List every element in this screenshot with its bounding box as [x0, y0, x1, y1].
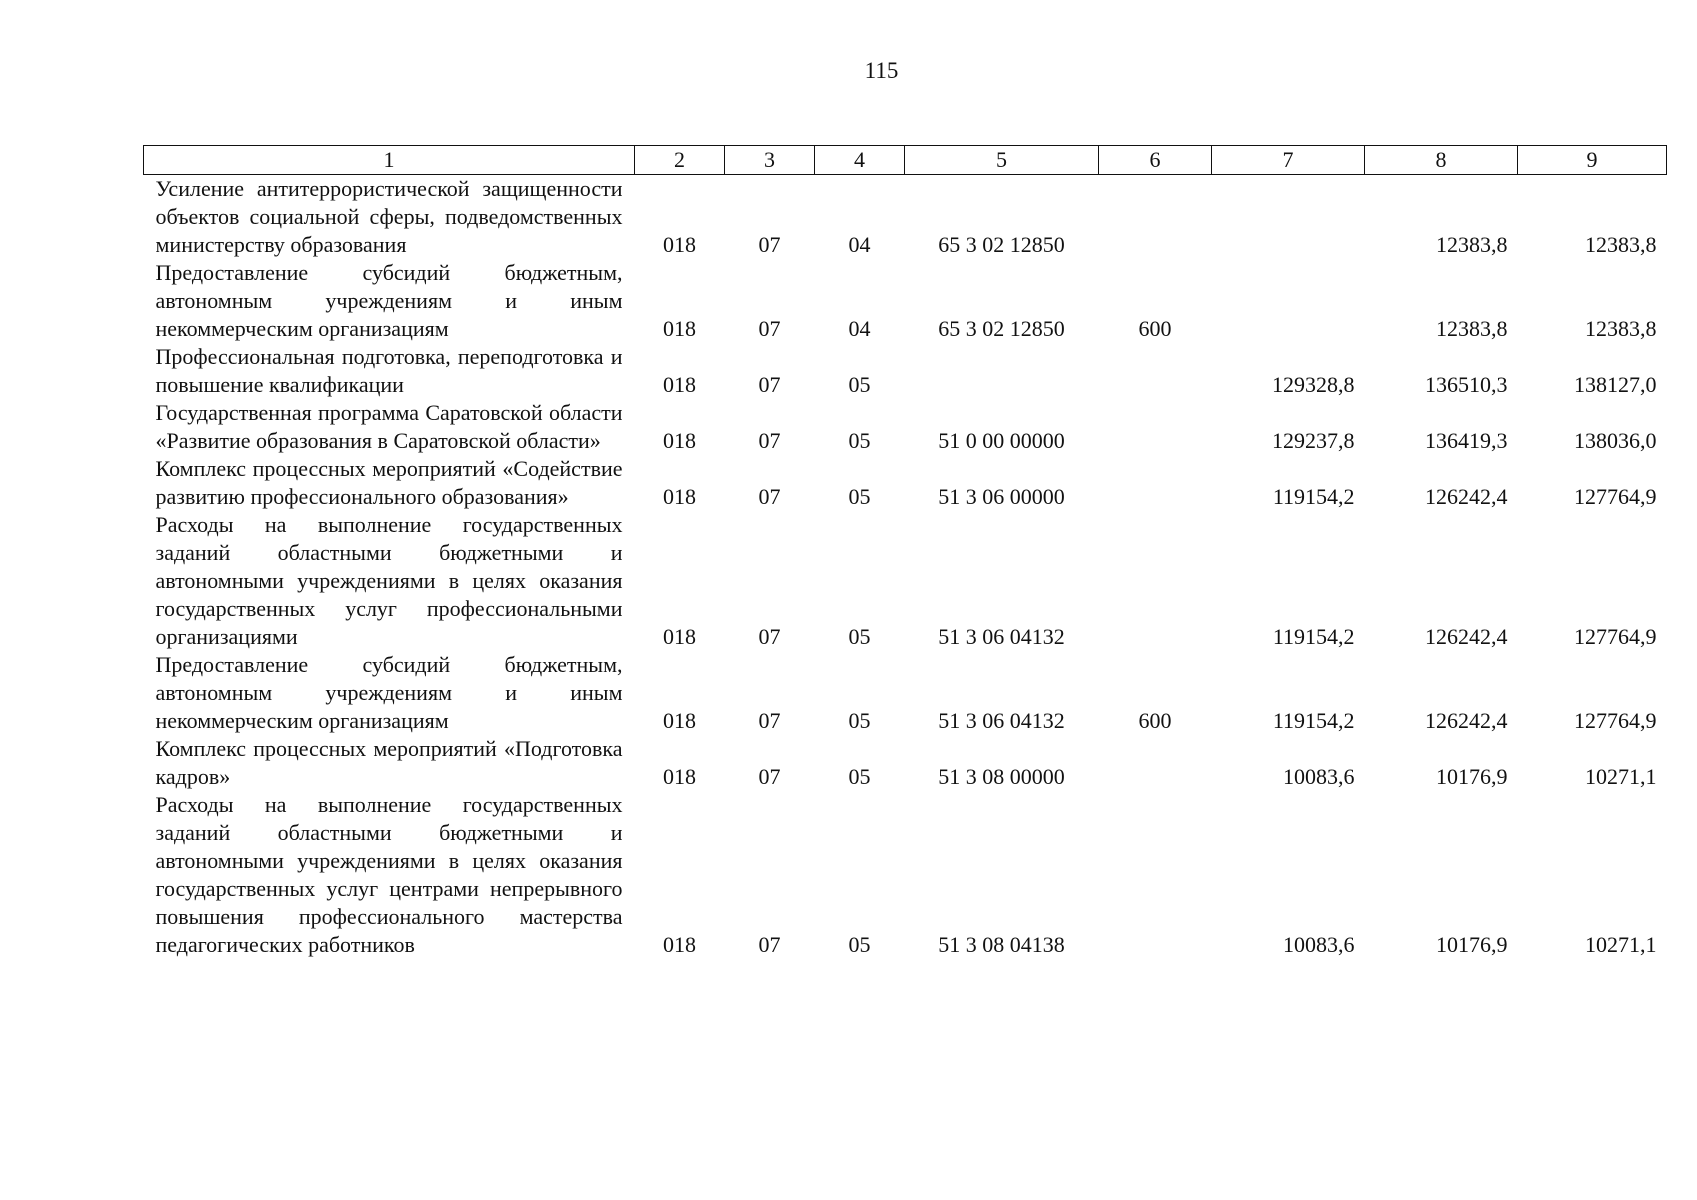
- row-section-code: 07: [758, 932, 781, 957]
- table-row: [144, 455, 1667, 511]
- row-subsection-code: 04: [848, 316, 871, 341]
- row-expense-type: [1099, 343, 1212, 399]
- table-row: [144, 399, 1667, 455]
- row-expense-type: [1099, 791, 1212, 959]
- row-target-code: 51 3 08 04138: [938, 932, 1065, 957]
- row-amount-col7: 129328,8: [1272, 372, 1355, 397]
- row-section-code: 07: [758, 372, 781, 397]
- row-amount-col7: 10083,6: [1283, 932, 1355, 957]
- row-amount-col7: 119154,2: [1272, 708, 1355, 733]
- table-row: [144, 651, 1667, 735]
- row-subsection-code: 05: [848, 484, 871, 509]
- row-subsection-code: 05: [848, 428, 871, 453]
- row-target-code: 51 3 06 04132: [938, 708, 1065, 733]
- row-amount-col9: 10271,1: [1585, 932, 1657, 957]
- table-row: [144, 791, 1667, 959]
- row-amount-col8: 12383,8: [1436, 316, 1508, 341]
- row-target-code: [905, 343, 1099, 399]
- row-section-code: 07: [758, 484, 781, 509]
- column-header-8: 8: [1365, 146, 1518, 175]
- row-target-code: 65 3 02 12850: [938, 232, 1065, 257]
- row-amount-col8: 126242,4: [1425, 484, 1508, 509]
- row-subsection-code: 05: [848, 764, 871, 789]
- column-header-5: 5: [905, 146, 1099, 175]
- row-amount-col8: 126242,4: [1425, 624, 1508, 649]
- row-amount-col8: 10176,9: [1436, 764, 1508, 789]
- table-row: [144, 175, 1667, 260]
- row-section-code: 07: [758, 232, 781, 257]
- table-header: [144, 146, 1667, 175]
- row-section-code: 07: [758, 316, 781, 341]
- row-subsection-code: 05: [848, 372, 871, 397]
- row-expense-type: [1099, 175, 1212, 260]
- row-expense-type: [1099, 735, 1212, 791]
- row-section-code: 07: [758, 764, 781, 789]
- table-row: [144, 735, 1667, 791]
- row-amount-col7: [1212, 175, 1365, 260]
- row-expense-type: [1099, 511, 1212, 651]
- budget-table: [143, 145, 1667, 959]
- row-amount-col9: 127764,9: [1574, 624, 1657, 649]
- row-target-code: 51 3 06 04132: [938, 624, 1065, 649]
- row-amount-col8: 10176,9: [1436, 932, 1508, 957]
- row-amount-col9: 127764,9: [1574, 484, 1657, 509]
- row-description: Государственная программа Саратовской области «Развитие образования в Саратовской области»: [155, 400, 623, 453]
- row-amount-col8: 136510,3: [1425, 372, 1508, 397]
- row-target-code: 65 3 02 12850: [938, 316, 1065, 341]
- row-subsection-code: 05: [848, 624, 871, 649]
- column-header-1: 1: [144, 146, 635, 175]
- row-description: Предоставление субсидий бюджетным, автономным учреждениям и иным некоммерческим организациям: [155, 260, 623, 341]
- table-row: [144, 343, 1667, 399]
- row-ministry-code: 018: [663, 232, 696, 257]
- row-amount-col7: 119154,2: [1272, 484, 1355, 509]
- row-amount-col9: 12383,8: [1585, 316, 1657, 341]
- row-section-code: 07: [758, 624, 781, 649]
- row-amount-col9: 127764,9: [1574, 708, 1657, 733]
- row-subsection-code: 05: [848, 708, 871, 733]
- row-ministry-code: 018: [663, 764, 696, 789]
- row-ministry-code: 018: [663, 932, 696, 957]
- row-subsection-code: 04: [848, 232, 871, 257]
- table-body: [144, 175, 1667, 960]
- table-row: [144, 511, 1667, 651]
- row-expense-type: 600: [1138, 316, 1172, 341]
- row-amount-col7: 10083,6: [1283, 764, 1355, 789]
- row-description: Комплекс процессных мероприятий «Подготовка кадров»: [155, 736, 623, 789]
- row-expense-type: [1099, 455, 1212, 511]
- row-description: Профессиональная подготовка, переподготовка и повышение квалификации: [155, 344, 623, 397]
- column-header-7: 7: [1212, 146, 1365, 175]
- row-description: Усиление антитеррористической защищенности объектов социальной сферы, подведомственных министерству образования: [155, 176, 623, 257]
- row-description: Расходы на выполнение государственных заданий областными бюджетными и автономными учреждениями в целях оказания государственных услуг профессиональными организациями: [155, 512, 623, 649]
- column-header-2: 2: [635, 146, 725, 175]
- row-target-code: 51 0 00 00000: [938, 428, 1065, 453]
- table-row: [144, 259, 1667, 343]
- row-amount-col9: 10271,1: [1585, 764, 1657, 789]
- row-ministry-code: 018: [663, 372, 696, 397]
- row-description: Комплекс процессных мероприятий «Содействие развитию профессионального образования»: [155, 456, 623, 509]
- row-description: Расходы на выполнение государственных заданий областными бюджетными и автономными учреждениями в целях оказания государственных услуг центрами непрерывного повышения профессионального мастерства педагогических работников: [155, 792, 623, 957]
- column-header-9: 9: [1518, 146, 1667, 175]
- row-amount-col9: 12383,8: [1585, 232, 1657, 257]
- row-amount-col8: 136419,3: [1425, 428, 1508, 453]
- row-expense-type: [1099, 399, 1212, 455]
- row-expense-type: 600: [1138, 708, 1172, 733]
- row-amount-col9: 138127,0: [1574, 372, 1657, 397]
- row-description: Предоставление субсидий бюджетным, автономным учреждениям и иным некоммерческим организациям: [155, 652, 623, 733]
- row-section-code: 07: [758, 708, 781, 733]
- row-amount-col9: 138036,0: [1574, 428, 1657, 453]
- row-amount-col7: 119154,2: [1272, 624, 1355, 649]
- row-amount-col8: 12383,8: [1436, 232, 1508, 257]
- row-subsection-code: 05: [848, 932, 871, 957]
- row-ministry-code: 018: [663, 484, 696, 509]
- row-ministry-code: 018: [663, 428, 696, 453]
- row-amount-col7: 129237,8: [1272, 428, 1355, 453]
- row-amount-col8: 126242,4: [1425, 708, 1508, 733]
- page-number: 115: [864, 58, 899, 83]
- column-header-4: 4: [815, 146, 905, 175]
- row-ministry-code: 018: [663, 316, 696, 341]
- row-target-code: 51 3 08 00000: [938, 764, 1065, 789]
- row-ministry-code: 018: [663, 624, 696, 649]
- column-header-3: 3: [725, 146, 815, 175]
- row-amount-col7: [1212, 259, 1365, 343]
- row-section-code: 07: [758, 428, 781, 453]
- row-target-code: 51 3 06 00000: [938, 484, 1065, 509]
- row-ministry-code: 018: [663, 708, 696, 733]
- column-header-6: 6: [1099, 146, 1212, 175]
